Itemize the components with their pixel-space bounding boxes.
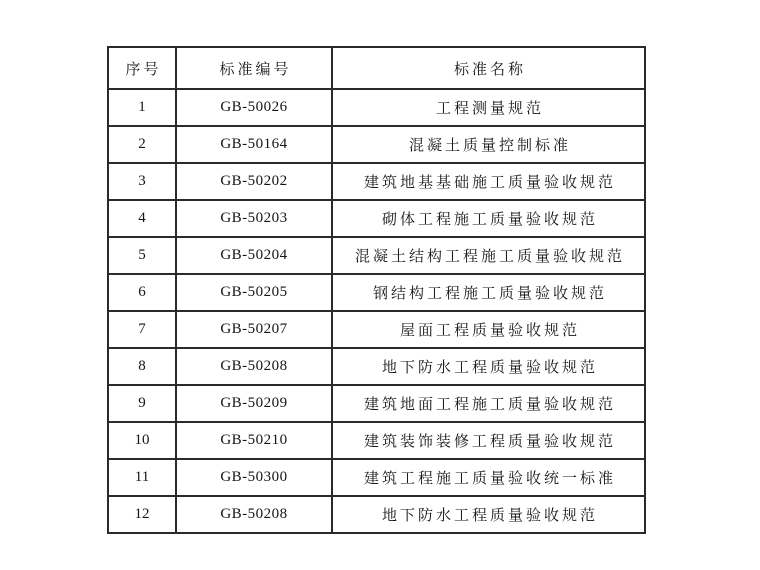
cell-standard-code: GB-50164: [176, 126, 332, 163]
standards-table: [107, 46, 646, 534]
cell-standard-name: 建筑地基基础施工质量验收规范: [332, 163, 645, 200]
cell-standard-name: 混凝土结构工程施工质量验收规范: [332, 237, 645, 274]
cell-standard-name: 砌体工程施工质量验收规范: [332, 200, 645, 237]
table-row: [108, 459, 645, 496]
table-row: [108, 200, 645, 237]
cell-standard-code: GB-50204: [176, 237, 332, 274]
table-row: [108, 422, 645, 459]
cell-standard-name: 钢结构工程施工质量验收规范: [332, 274, 645, 311]
cell-standard-name: 地下防水工程质量验收规范: [332, 496, 645, 533]
cell-serial-number: 10: [108, 422, 176, 459]
cell-standard-code: GB-50207: [176, 311, 332, 348]
cell-standard-code: GB-50208: [176, 496, 332, 533]
cell-serial-number: 3: [108, 163, 176, 200]
cell-serial-number: 2: [108, 126, 176, 163]
cell-standard-name: 建筑工程施工质量验收统一标准: [332, 459, 645, 496]
cell-serial-number: 4: [108, 200, 176, 237]
table-row: [108, 496, 645, 533]
table-row: [108, 311, 645, 348]
cell-standard-code: GB-50300: [176, 459, 332, 496]
header-standard-name: 标准名称: [332, 47, 645, 89]
cell-serial-number: 1: [108, 89, 176, 126]
cell-serial-number: 6: [108, 274, 176, 311]
cell-serial-number: 8: [108, 348, 176, 385]
cell-standard-code: GB-50205: [176, 274, 332, 311]
cell-standard-name: 混凝土质量控制标准: [332, 126, 645, 163]
cell-standard-name: 工程测量规范: [332, 89, 645, 126]
header-standard-code: 标准编号: [176, 47, 332, 89]
table-row: [108, 274, 645, 311]
standards-table-container: [107, 46, 646, 534]
table-row: [108, 348, 645, 385]
cell-standard-name: 建筑装饰装修工程质量验收规范: [332, 422, 645, 459]
cell-standard-code: GB-50209: [176, 385, 332, 422]
cell-serial-number: 5: [108, 237, 176, 274]
cell-standard-name: 建筑地面工程施工质量验收规范: [332, 385, 645, 422]
cell-standard-code: GB-50026: [176, 89, 332, 126]
table-body: [108, 89, 645, 533]
table-row: [108, 126, 645, 163]
table-row: [108, 163, 645, 200]
cell-serial-number: 12: [108, 496, 176, 533]
cell-standard-code: GB-50210: [176, 422, 332, 459]
header-serial-number: 序号: [108, 47, 176, 89]
cell-serial-number: 7: [108, 311, 176, 348]
cell-serial-number: 9: [108, 385, 176, 422]
cell-serial-number: 11: [108, 459, 176, 496]
cell-standard-code: GB-50202: [176, 163, 332, 200]
table-row: [108, 237, 645, 274]
table-row: [108, 89, 645, 126]
cell-standard-name: 地下防水工程质量验收规范: [332, 348, 645, 385]
cell-standard-code: GB-50203: [176, 200, 332, 237]
cell-standard-code: GB-50208: [176, 348, 332, 385]
cell-standard-name: 屋面工程质量验收规范: [332, 311, 645, 348]
table-row: [108, 385, 645, 422]
table-header-row: [108, 47, 645, 89]
